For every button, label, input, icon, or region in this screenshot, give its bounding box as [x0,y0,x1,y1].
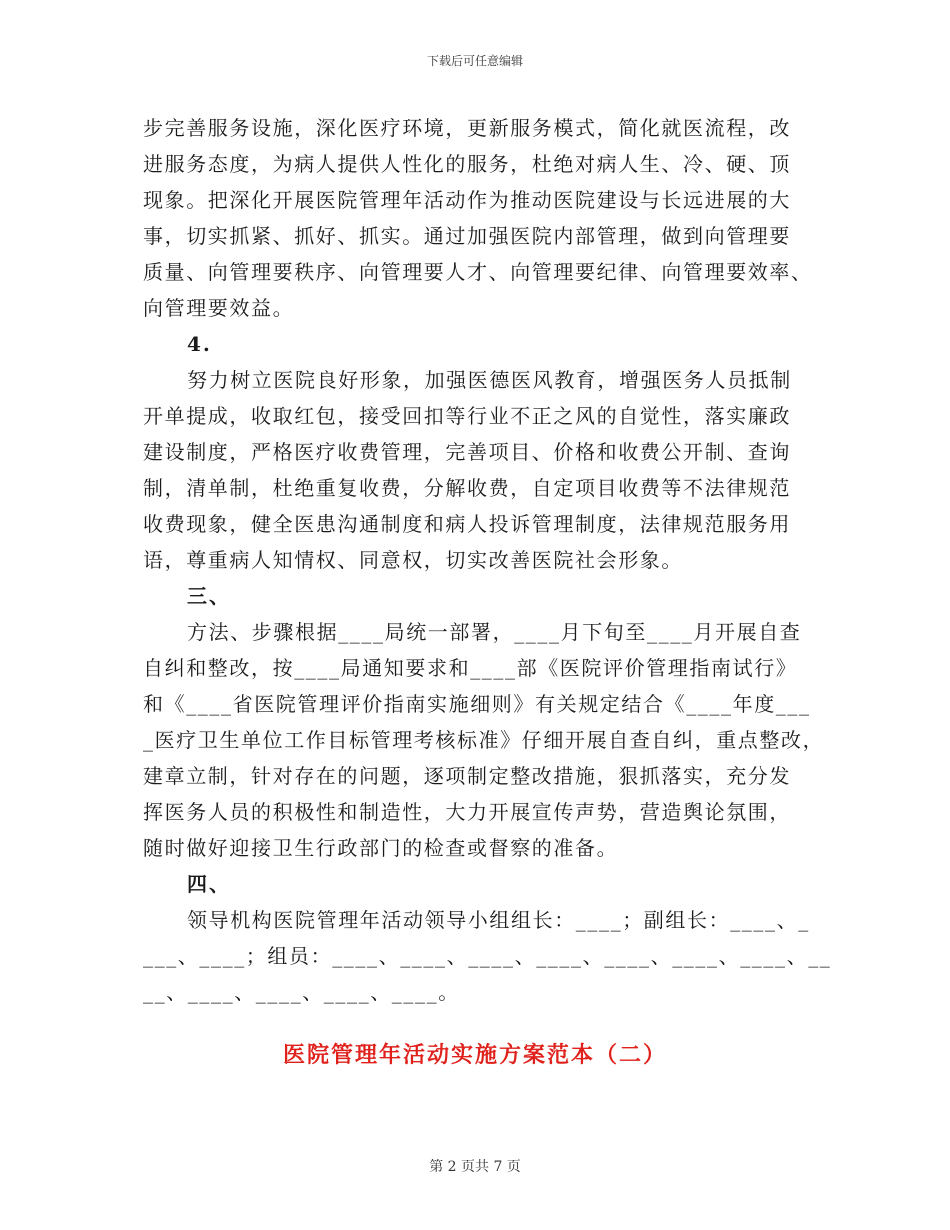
body-line: 进服务态度，为病人提供人性化的服务，杜绝对病人生、冷、硬、顶 [143,152,791,176]
body-line: 挥医务人员的积极性和制造性，大力开展宣传声势，营造舆论氛围， [143,800,791,824]
body-line: 努力树立医院良好形象，加强医德医风教育，增强医务人员抵制 [187,368,792,392]
body-line: 建章立制，针对存在的问题，逐项制定整改措施，狠抓落实，充分发 [143,764,791,788]
body-line: 语，尊重病人知情权、同意权，切实改善医院社会形象。 [143,548,683,572]
body-line: 开单提成，收取红包，接受回扣等行业不正之风的自觉性，落实廉政 [143,404,791,428]
document-body [143,110,832,1010]
page-header: 下载后可任意编辑 [426,54,523,68]
body-line: 随时做好迎接卫生行政部门的检查或督察的准备。 [143,836,619,860]
page-footer: 第 2 页共 7 页 [429,1159,521,1175]
body-line: 制，清单制，杜绝重复收费，分解收费，自定项目收费等不法律规范 [143,476,791,500]
section-title: 医院管理年活动实施方案范本（二） [282,1042,667,1068]
section-heading-4: 4. [187,332,212,356]
body-line: 自纠和整改，按____局通知要求和____部《医院评价管理指南试行》 [143,656,798,680]
body-line: ___、____；组员：____、____、____、____、____、____、____、__ [143,944,832,968]
section-heading-3: 三、 [187,584,231,608]
body-line: 现象。把深化开展医院管理年活动作为推动医院建设与长远进展的大 [143,188,791,212]
section-heading-4b: 四、 [187,872,231,896]
body-line: 事，切实抓紧、抓好、抓实。通过加强医院内部管理，做到向管理要 [143,224,791,248]
body-line: 领导机构医院管理年活动领导小组组长：____；副组长：____、_ [187,908,810,932]
body-line: 向管理要效益。 [143,296,295,320]
body-line: 方法、步骤根据____局统一部署，____月下旬至____月开展自查 [187,620,802,644]
body-line: __、____、____、____、____。 [143,980,460,1004]
body-line: 和《____省医院管理评价指南实施细则》有关规定结合《____年度___ [143,692,811,716]
body-line: 步完善服务设施，深化医疗环境，更新服务模式，简化就医流程，改 [143,116,791,140]
body-line: _医疗卫生单位工作目标管理考核标准》仔细开展自查自纠，重点整改， [143,728,825,752]
body-line: 质量、向管理要秩序、向管理要人才、向管理要纪律、向管理要效率、 [143,260,813,284]
body-line: 建设制度，严格医疗收费管理，完善项目、价格和收费公开制、查询 [143,440,791,464]
body-line: 收费现象，健全医患沟通制度和病人投诉管理制度，法律规范服务用 [143,512,791,536]
